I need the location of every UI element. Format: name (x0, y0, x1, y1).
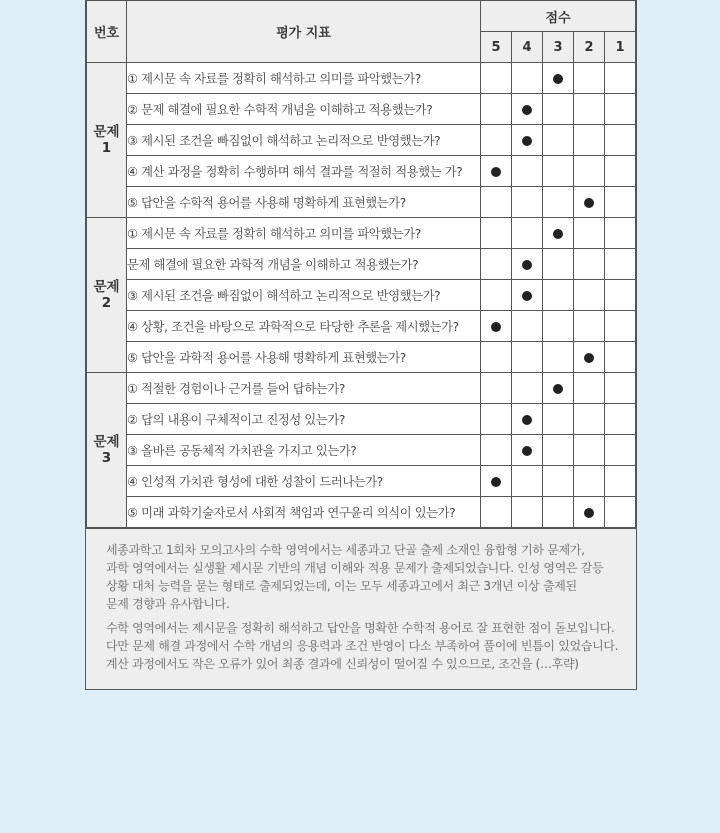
score-cell (605, 156, 636, 187)
score-cell (574, 497, 605, 528)
score-cell (512, 311, 543, 342)
problem-label-number: 3 (101, 450, 112, 466)
score-col-header: 5 (481, 32, 512, 63)
problem-label (87, 218, 127, 373)
score-cell (574, 218, 605, 249)
commentary-line: 과학 영역에서는 실생활 제시문 기반의 개념 이해와 적용 문제가 출제되었습니다. 인성 영역은 갈등 (106, 561, 604, 575)
score-cell (512, 156, 543, 187)
score-col-header: 2 (574, 32, 605, 63)
score-cell (574, 466, 605, 497)
score-cell (574, 280, 605, 311)
score-cell (574, 156, 605, 187)
score-cell (481, 466, 512, 497)
commentary-line: 다만 문제 해결 과정에서 수학 개념의 응용력과 조건 반영이 다소 부족하여 풀이에 빈틈이 있었습니다. (106, 639, 619, 653)
criteria-text: ⑤ 미래 과학기술자로서 사회적 책임과 연구윤리 의식이 있는가? (127, 497, 481, 528)
score-mark-dot (553, 384, 563, 394)
score-cell (543, 435, 574, 466)
header-criteria: 평가 지표 (127, 1, 481, 63)
score-cell (512, 94, 543, 125)
score-cell (605, 218, 636, 249)
score-mark-dot (522, 260, 532, 270)
score-cell (543, 218, 574, 249)
score-cell (543, 280, 574, 311)
score-cell (574, 311, 605, 342)
problem-label-word: 문제 (93, 124, 120, 140)
score-mark-dot (491, 477, 501, 487)
criteria-row (87, 187, 636, 218)
score-cell (512, 187, 543, 218)
score-cell (512, 125, 543, 156)
score-cell (605, 404, 636, 435)
score-cell (574, 342, 605, 373)
criteria-row (87, 125, 636, 156)
score-cell (512, 373, 543, 404)
score-cell (574, 249, 605, 280)
score-cell (605, 125, 636, 156)
table-body (87, 63, 636, 528)
score-cell (512, 497, 543, 528)
score-cell (543, 466, 574, 497)
score-cell (574, 435, 605, 466)
score-cell (605, 63, 636, 94)
criteria-row (87, 94, 636, 125)
score-cell (481, 218, 512, 249)
score-mark-dot (522, 415, 532, 425)
score-cell (481, 249, 512, 280)
score-cell (574, 63, 605, 94)
score-cell (605, 249, 636, 280)
score-cell (512, 435, 543, 466)
score-cell (574, 404, 605, 435)
criteria-text: ② 답의 내용이 구체적이고 진정성 있는가? (127, 404, 481, 435)
score-cell (543, 94, 574, 125)
score-cell (481, 94, 512, 125)
commentary-paragraph-1 (106, 541, 622, 613)
criteria-row (87, 435, 636, 466)
score-mark-dot (522, 105, 532, 115)
criteria-row (87, 311, 636, 342)
criteria-row (87, 156, 636, 187)
criteria-row (87, 249, 636, 280)
score-mark-dot (491, 167, 501, 177)
score-cell (605, 373, 636, 404)
score-cell (605, 280, 636, 311)
evaluation-sheet (85, 0, 637, 690)
criteria-row (87, 280, 636, 311)
problem-label (87, 63, 127, 218)
score-cell (543, 63, 574, 94)
score-cell (543, 125, 574, 156)
score-cell (481, 125, 512, 156)
score-cell (543, 156, 574, 187)
commentary-line: 상황 대처 능력을 묻는 형태로 출제되었는데, 이는 모두 세종과고에서 최근 3개년 이상 출제된 (106, 579, 577, 593)
commentary-box (86, 528, 636, 689)
criteria-text: ③ 제시된 조건을 빠짐없이 해석하고 논리적으로 반영했는가? (127, 280, 481, 311)
score-cell (543, 404, 574, 435)
score-cell (512, 342, 543, 373)
score-mark-dot (584, 508, 594, 518)
header-number: 번호 (87, 1, 127, 63)
score-cell (481, 404, 512, 435)
score-cell (512, 466, 543, 497)
score-mark-dot (522, 291, 532, 301)
score-mark-dot (553, 229, 563, 239)
problem-label-word: 문제 (93, 434, 120, 450)
criteria-text: ④ 계산 과정을 정확히 수행하며 해석 결과를 적절히 적용했는 가? (127, 156, 481, 187)
criteria-row (87, 342, 636, 373)
score-cell (512, 280, 543, 311)
score-cell (512, 63, 543, 94)
score-cell (543, 497, 574, 528)
score-mark-dot (522, 446, 532, 456)
score-cell (605, 187, 636, 218)
score-cell (605, 497, 636, 528)
evaluation-table (86, 0, 636, 528)
score-cell (481, 311, 512, 342)
criteria-text: ① 제시문 속 자료를 정확히 해석하고 의미를 파악했는가? (127, 218, 481, 249)
commentary-line: 수학 영역에서는 제시문을 정확히 해석하고 답안을 명확한 수학적 용어로 잘 표현한 점이 돋보입니다. (106, 621, 615, 635)
score-cell (481, 280, 512, 311)
commentary-line: 계산 과정에서도 작은 오류가 있어 최종 결과에 신뢰성이 떨어질 수 있으므로, 조건을 (…후략) (106, 657, 579, 671)
criteria-row (87, 466, 636, 497)
score-cell (574, 373, 605, 404)
criteria-text: ③ 제시된 조건을 빠짐없이 해석하고 논리적으로 반영했는가? (127, 125, 481, 156)
problem-label-number: 1 (101, 140, 112, 156)
criteria-row (87, 63, 636, 94)
criteria-text: ③ 올바른 공동체적 가치관을 가지고 있는가? (127, 435, 481, 466)
score-cell (574, 94, 605, 125)
score-col-header: 1 (605, 32, 636, 63)
criteria-text: ② 문제 해결에 필요한 수학적 개념을 이해하고 적용했는가? (127, 94, 481, 125)
score-cell (605, 342, 636, 373)
score-cell (543, 187, 574, 218)
score-col-header: 3 (543, 32, 574, 63)
criteria-text: 문제 해결에 필요한 과학적 개념을 이해하고 적용했는가? (127, 249, 481, 280)
score-cell (605, 94, 636, 125)
score-cell (512, 218, 543, 249)
score-cell (605, 466, 636, 497)
problem-label (87, 373, 127, 528)
problem-label-word: 문제 (93, 279, 120, 295)
criteria-row (87, 497, 636, 528)
score-cell (481, 187, 512, 218)
score-cell (574, 125, 605, 156)
score-cell (605, 435, 636, 466)
criteria-row (87, 404, 636, 435)
criteria-text: ④ 상황, 조건을 바탕으로 과학적으로 타당한 추론을 제시했는가? (127, 311, 481, 342)
score-col-header: 4 (512, 32, 543, 63)
commentary-paragraph-2 (106, 619, 622, 673)
criteria-text: ① 제시문 속 자료를 정확히 해석하고 의미를 파악했는가? (127, 63, 481, 94)
score-cell (481, 435, 512, 466)
score-cell (605, 311, 636, 342)
criteria-text: ④ 인성적 가치관 형성에 대한 성찰이 드러나는가? (127, 466, 481, 497)
score-cell (512, 404, 543, 435)
problem-label-number: 2 (101, 295, 112, 311)
score-mark-dot (522, 136, 532, 146)
criteria-text: ⑤ 답안을 과학적 용어를 사용해 명확하게 표현했는가? (127, 342, 481, 373)
score-cell (574, 187, 605, 218)
score-cell (543, 311, 574, 342)
score-cell (481, 342, 512, 373)
score-mark-dot (553, 74, 563, 84)
criteria-row (87, 373, 636, 404)
header-score: 점수 (481, 1, 636, 32)
score-mark-dot (584, 353, 594, 363)
score-cell (481, 373, 512, 404)
score-cell (543, 342, 574, 373)
commentary-line: 세종과학고 1회차 모의고사의 수학 영역에서는 세종과고 단골 출제 소재인 융합형 기하 문제가, (106, 543, 585, 557)
score-cell (543, 373, 574, 404)
score-cell (481, 497, 512, 528)
score-cell (512, 249, 543, 280)
score-cell (543, 249, 574, 280)
criteria-text: ⑤ 답안을 수학적 용어를 사용해 명확하게 표현했는가? (127, 187, 481, 218)
commentary-line: 문제 경향과 유사합니다. (106, 597, 230, 611)
criteria-row (87, 218, 636, 249)
score-cell (481, 156, 512, 187)
score-cell (481, 63, 512, 94)
criteria-text: ① 적절한 경험이나 근거를 들어 답하는가? (127, 373, 481, 404)
score-mark-dot (491, 322, 501, 332)
score-mark-dot (584, 198, 594, 208)
